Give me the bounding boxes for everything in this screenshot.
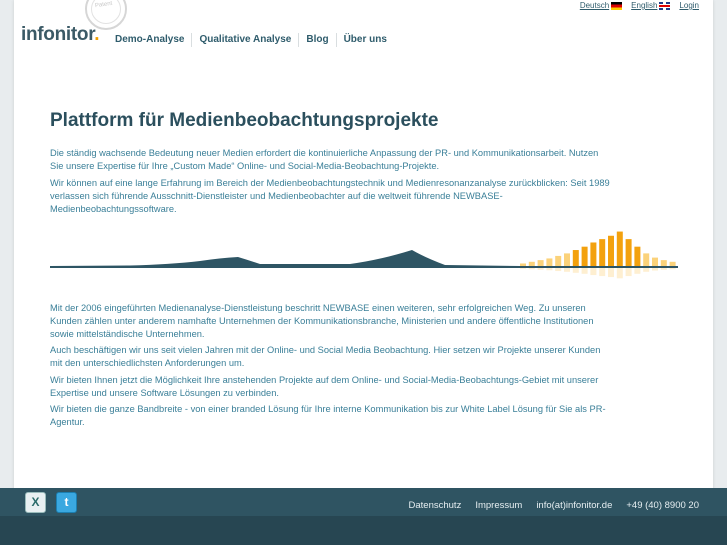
decorative-bar — [573, 250, 579, 266]
bar-reflection — [634, 268, 640, 274]
bar-reflection — [652, 268, 658, 271]
bar-reflection — [590, 268, 596, 275]
decorative-bar — [670, 262, 676, 266]
bar-reflection — [573, 268, 579, 273]
trend-area — [50, 250, 520, 268]
decorative-bar — [538, 260, 544, 266]
language-deutsch-label: Deutsch — [579, 1, 610, 10]
bar-reflection — [520, 268, 526, 269]
footer-email-link[interactable]: info(at)infonitor.de — [536, 500, 613, 511]
decorative-bar — [590, 242, 596, 266]
decorative-bar — [582, 247, 588, 266]
decorative-bar — [546, 258, 552, 266]
bar-reflection — [529, 268, 535, 269]
bar-reflection — [538, 268, 544, 270]
language-deutsch-link[interactable] — [580, 1, 622, 10]
nav-demo-analyse[interactable]: Demo-Analyse — [115, 34, 185, 45]
decorative-bar — [555, 256, 561, 266]
newbase-paragraph: Mit der 2006 eingeführten Medienanalyse-Dienstleistung beschritt NEWBASE einen weiteren, sehr erfolgreichen Weg. Zu unseren Kunden zählen unter anderem namhafte Unternehmen der Kommunikationsbranche, Ministerien und andere öffentliche Institutionen sowie mittelständische Unternehmen. — [50, 303, 594, 339]
decorative-trend-graphic — [50, 222, 678, 282]
nav-ueber-uns[interactable]: Über uns — [336, 33, 394, 47]
decorative-bar — [599, 239, 605, 266]
language-english-label: English — [631, 1, 658, 10]
decorative-bar — [564, 253, 570, 266]
bar-reflection — [643, 268, 649, 272]
social-media-paragraph: Auch beschäftigen wir uns seit vielen Jahren mit der Online- und Social Media Beobachtung. Hier setzen wir Projekte unserer Kunden mit den unterschiedlichsten Anforderungen um. — [50, 345, 601, 368]
bar-reflection — [582, 268, 588, 274]
bar-group — [520, 232, 676, 279]
bar-reflection — [661, 268, 667, 270]
twitter-icon[interactable]: t — [56, 492, 77, 513]
logo-dot: . — [94, 24, 100, 45]
decorative-bar — [529, 262, 535, 266]
bandwidth-paragraph: Wir bieten die ganze Bandbreite - von einer branded Lösung für Ihre interne Kommunikation bis zur White Label Lösung für Sie als PR-Agentur. — [50, 404, 606, 427]
footer-band — [0, 516, 727, 545]
login-link[interactable]: Login — [679, 1, 699, 10]
bar-reflection — [555, 268, 561, 271]
decorative-bar — [617, 232, 623, 266]
language-bar — [580, 1, 699, 10]
decorative-bar — [661, 260, 667, 266]
decorative-bar — [520, 263, 526, 266]
decorative-bar — [608, 236, 614, 266]
bar-reflection — [564, 268, 570, 272]
uk-flag-icon — [659, 2, 670, 10]
decorative-bar — [643, 253, 649, 266]
bar-reflection — [626, 268, 632, 276]
intro-paragraph: Die ständig wachsende Bedeutung neuer Medien erfordert die kontinuierliche Anpassung der PR- und Kommunikationsarbeit. Nutzen Sie unsere Expertise für Ihre „Custom Made“ Online- und Social-Media-Beobachtung-Projekte. — [50, 148, 599, 171]
logo[interactable] — [21, 24, 99, 46]
projects-paragraph: Wir bieten Ihnen jetzt die Möglichkeit Ihre anstehenden Projekte auf dem Online- und Social-Media-Beobachtungs-Gebiet mit unserer Expertise und unsere Software Lösungen zu verbinden. — [50, 375, 599, 398]
bar-reflection — [617, 268, 623, 278]
german-flag-icon — [611, 2, 622, 10]
footer-datenschutz-link[interactable]: Datenschutz — [408, 500, 462, 511]
nav-blog[interactable]: Blog — [298, 33, 335, 47]
seal-text: Patent — [94, 0, 113, 10]
main-nav — [108, 33, 394, 47]
bar-reflection — [546, 268, 552, 270]
bar-reflection — [670, 268, 676, 269]
bar-reflection — [608, 268, 614, 277]
decorative-bar — [626, 239, 632, 266]
decorative-bar — [634, 247, 640, 266]
footer-phone: +49 (40) 8900 20 — [626, 500, 699, 511]
decorative-bar — [652, 258, 658, 266]
xing-icon[interactable]: X — [25, 492, 46, 513]
experience-paragraph: Wir können auf eine lange Erfahrung im Bereich der Medienbeobachtungstechnik und Medienresonanzanalyse zurückblicken: Seit 1989 verlassen sich führende Ausschnitt-Dienstleister und Medienbeobachter auf die weltweit führende NEWBASE-Medienbeobachtungssoftware. — [50, 178, 610, 214]
footer-impressum-link[interactable]: Impressum — [475, 500, 523, 511]
bar-reflection — [599, 268, 605, 276]
page-title: Plattform für Medienbeobachtungsprojekte — [50, 110, 439, 131]
nav-qualitative-analyse[interactable]: Qualitative Analyse — [191, 33, 298, 47]
footer-links — [409, 500, 699, 511]
logo-text: infonitor — [21, 24, 95, 45]
language-english-link[interactable] — [631, 1, 670, 10]
